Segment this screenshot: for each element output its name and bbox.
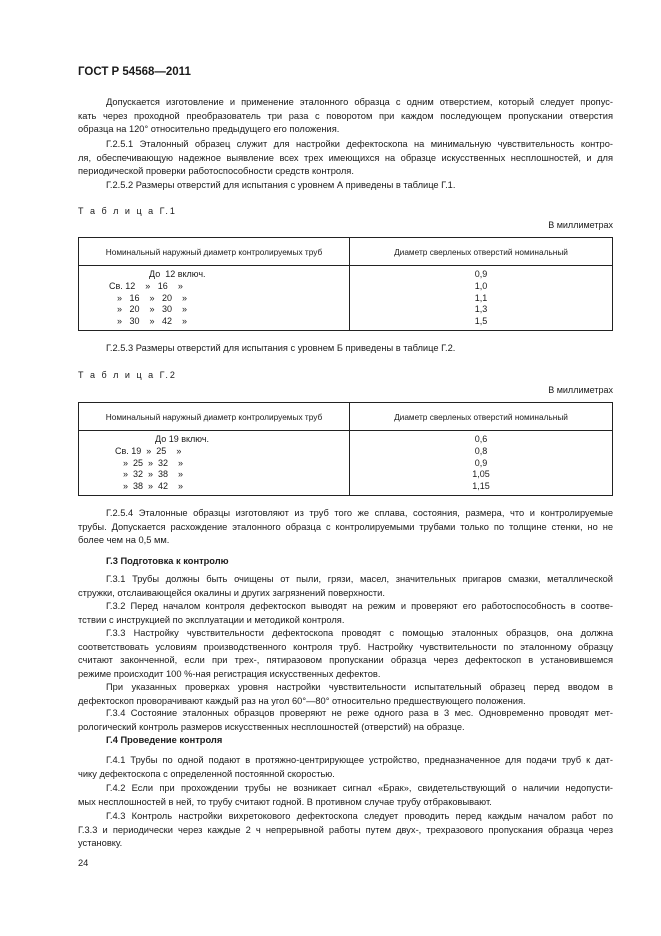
paragraph-p9 — [78, 681, 613, 708]
table-1-label: Т а б л и ц а Г.1 — [78, 206, 177, 216]
paragraph-p10 — [78, 707, 613, 734]
table-cell-hole-diameter: 0,6 — [474, 434, 488, 444]
table-cell-hole-diameter: 0,8 — [474, 445, 488, 456]
text-line: стружки, отслаивающейся окалины и других загрязнений поверхности. — [78, 587, 385, 598]
paragraph-p8 — [78, 627, 613, 681]
table-cell-hole-diameter: 1,3 — [474, 304, 488, 315]
table-cell-diameter-range: До 12 включ. — [149, 269, 206, 279]
section-heading-g3: Г.3 Подготовка к контролю — [106, 556, 229, 566]
section-heading-g4: Г.4 Проведение контроля — [106, 735, 223, 745]
table-cell-diameter-range: Св. 19 » 25 » — [115, 445, 182, 456]
paragraph-p3 — [78, 179, 613, 193]
table-cell-diameter-range: » 16 » 20 » — [117, 292, 188, 303]
page-number: 24 — [78, 858, 89, 868]
table-cell-hole-diameter: 0,9 — [474, 457, 488, 468]
text-line: Г.4.1 Трубы по одной подают в протяжно-центрирующее устройство, предназначенное для подачи труб к дат- — [106, 755, 613, 765]
text-line: Г.3.4 Состояние эталонных образцов проверяют не реже одного раза в 3 мес. Одновременно проводят мет- — [106, 708, 613, 718]
text-line: Г.2.5.3 Размеры отверстий для испытания с уровнем Б приведены в таблице Г.2. — [106, 343, 456, 353]
text-line: соответствовать условиям производственного контроля труб. Настройку чувствительности по эталонному образцу — [78, 641, 613, 652]
paragraph-p1 — [78, 96, 613, 137]
text-line: кать через проходной преобразователь три раза с поворотом при каждом последующем пропускании отверстия — [78, 110, 613, 121]
text-line: Г.3.2 Перед началом контроля дефектоскоп выводят на режим и проверяют его работоспособность в соотве- — [106, 601, 613, 611]
text-line: чику дефектоскопа с определенной постоянной скоростью. — [78, 768, 335, 779]
text-line: режиме происходит 100 %-ная регистрация искусственных дефектов. — [78, 668, 381, 679]
table-cell-diameter-range: » 30 » 42 » — [117, 316, 188, 327]
table-cell-diameter-range: Св. 12 » 16 » — [109, 280, 183, 291]
text-line: Г.2.5.2 Размеры отверстий для испытания с уровнем А приведены в таблице Г.1. — [106, 180, 456, 190]
text-line: При указанных проверках уровня настройки чувствительности испытательный образец перед вводом в — [106, 682, 613, 692]
text-line: считают законченной, если при трех-, пятиразовом пропускании образца через дефектоскоп в установившемся — [78, 655, 613, 666]
table-cell-diameter-range: До 19 включ. — [155, 434, 210, 444]
text-line: периодической проверки работоспособности средств контроля. — [78, 166, 354, 177]
text-line: ля, обеспечивающую надежное выявление всех трех имеющихся на образце искусственных несплошностей, и для — [78, 152, 613, 163]
table-2-units: В миллиметрах — [548, 385, 613, 395]
text-line: Г.2.5.4 Эталонные образцы изготовляют из труб того же сплава, состояния, размера, что и контролируемые — [106, 508, 613, 518]
paragraph-p6 — [78, 573, 613, 600]
table-cell-hole-diameter: 1,15 — [472, 481, 490, 492]
text-line: Допускается изготовление и применение эталонного образца с одним отверстием, который следует пропус- — [106, 97, 613, 107]
table-cell-hole-diameter: 1,0 — [474, 280, 488, 291]
table-cell-hole-diameter: 1,05 — [472, 469, 490, 480]
table-header: Диаметр сверленых отверстий номинальный — [350, 238, 613, 266]
paragraph-p12 — [78, 782, 613, 809]
table-header: Номинальный наружный диаметр контролируемых труб — [79, 238, 350, 266]
table-header: Диаметр сверленых отверстий номинальный — [350, 403, 613, 431]
text-line: Г.4.2 Если при прохождении трубы не возникает сигнал «Брак», свидетельствующий о наличии недопусти- — [106, 783, 613, 793]
text-line: мых несплошностей в ней, то трубу считают годной. В противном случае трубу отбраковывают. — [78, 796, 492, 807]
text-line: установку. — [78, 838, 123, 849]
text-line: тствии с инструкцией по эксплуатации и методикой контроля. — [78, 614, 345, 625]
paragraph-p4 — [78, 342, 613, 356]
document-header: ГОСТ Р 54568—2011 — [78, 66, 191, 78]
paragraph-p2 — [78, 138, 613, 179]
table-cell-hole-diameter: 0,9 — [474, 269, 488, 279]
text-line: образца на 120° относительно предыдущего его положения. — [78, 124, 340, 135]
table-cell-diameter-range: » 38 » 42 » — [123, 481, 184, 492]
table-header: Номинальный наружный диаметр контролируемых труб — [79, 403, 350, 431]
table-cell-diameter-range: » 20 » 30 » — [117, 304, 188, 315]
table-1 — [78, 237, 613, 331]
text-line: Г.4.3 Контроль настройки вихретокового дефектоскопа следует проводить перед каждым началом работ по — [106, 811, 613, 821]
table-2 — [78, 402, 613, 496]
paragraph-p5 — [78, 507, 613, 548]
paragraph-p7 — [78, 600, 613, 627]
text-line: рологический контроль размеров искусственных несплошностей (отверстий) на образце. — [78, 721, 465, 732]
text-line: Г.3.1 Трубы должны быть очищены от пыли, грязи, масел, значительных пригаров смазки, металлической — [106, 574, 613, 584]
table-1-units: В миллиметрах — [548, 220, 613, 230]
text-line: Г.2.5.1 Эталонный образец служит для настройки дефектоскопа на минимальную чувствительность контро- — [106, 139, 613, 149]
text-line: дефектоскоп проворачивают каждый раз на угол 60°—80° относительно предшествующего положения. — [78, 695, 526, 706]
table-2-label: Т а б л и ц а Г.2 — [78, 370, 177, 380]
text-line: Г.3.3 и периодически через каждые 2 ч непрерывной работы путем двух-, трехразового пропускания образца через — [78, 824, 613, 835]
text-line: трубы. Допускается расхождение эталонного образца с контролируемыми трубами только по толщине стенки, но не — [78, 521, 613, 532]
text-line: Г.3.3 Настройку чувствительности дефектоскопа проводят с помощью эталонных образцов, она должна — [106, 628, 613, 638]
table-cell-diameter-range: » 32 » 38 » — [123, 469, 184, 480]
table-cell-hole-diameter: 1,5 — [474, 316, 488, 327]
table-cell-hole-diameter: 1,1 — [474, 292, 488, 303]
table-cell-diameter-range: » 25 » 32 » — [123, 457, 184, 468]
paragraph-p11 — [78, 754, 613, 781]
text-line: более чем на 0,5 мм. — [78, 535, 170, 546]
paragraph-p13 — [78, 810, 613, 851]
